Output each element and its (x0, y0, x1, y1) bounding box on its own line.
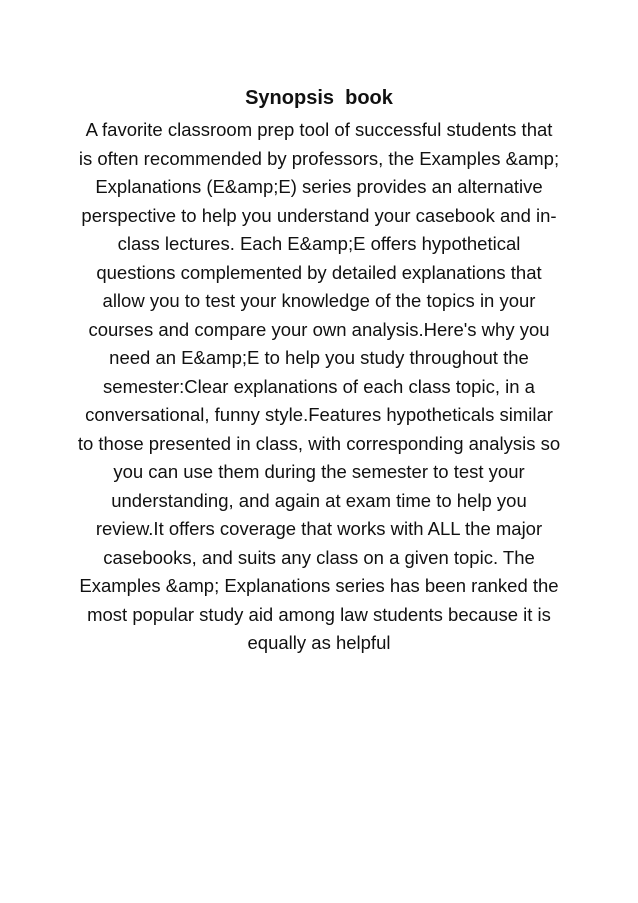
synopsis-line: need an E&amp;E to help you study throughout the (109, 347, 529, 368)
synopsis-line: conversational, funny style.Features hypotheticals similar (85, 404, 553, 425)
synopsis-line: casebooks, and suits any class on a given topic. The (103, 546, 535, 568)
synopsis-line: allow you to test your knowledge of the topics in your (102, 290, 536, 311)
synopsis-body (0, 116, 638, 658)
synopsis-line: questions complemented by detailed explanations that (96, 261, 542, 283)
synopsis-line: A favorite classroom prep tool of successful students that (85, 119, 553, 140)
synopsis-line: to those presented in class, with corresponding analysis so (77, 432, 561, 454)
synopsis-line: you can use them during the semester to test your (113, 461, 525, 482)
synopsis-line: review.It offers coverage that works with ALL the major (95, 518, 543, 539)
synopsis-line: most popular study aid among law students because it is (87, 603, 551, 625)
synopsis-line: is often recommended by professors, the Examples &amp; (78, 147, 560, 169)
synopsis-line: Examples &amp; Explanations series has been ranked the (79, 575, 559, 596)
synopsis-line: semester:Clear explanations of each class topic, in a (103, 375, 535, 397)
synopsis-line: understanding, and again at exam time to help you (111, 489, 527, 511)
synopsis-line: Explanations (E&amp;E) series provides an alternative (95, 176, 543, 197)
synopsis-line: courses and compare your own analysis.Here's why you (88, 318, 550, 340)
synopsis-line: class lectures. Each E&amp;E offers hypothetical (117, 233, 521, 254)
synopsis-line: equally as helpful (247, 632, 391, 653)
synopsis-line: perspective to help you understand your casebook and in- (81, 204, 557, 226)
synopsis-title: Synopsis book (245, 87, 393, 109)
